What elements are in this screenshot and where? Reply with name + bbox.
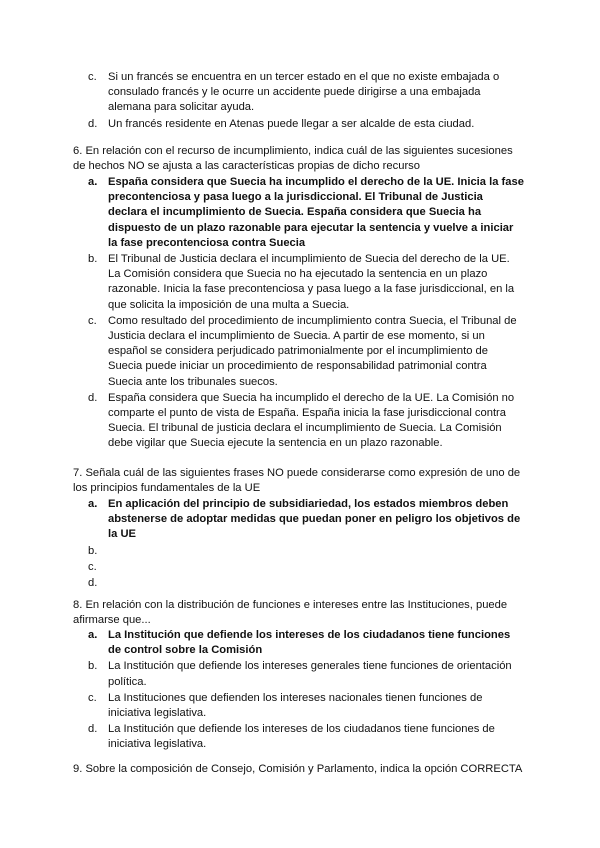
option-letter: d. xyxy=(88,576,98,589)
option-letter: d. xyxy=(88,117,98,130)
q7-option-b xyxy=(0,544,600,559)
q5-options xyxy=(0,70,600,133)
q8-option-a xyxy=(0,628,600,658)
q7-question: 7. Señala cuál de las siguientes frases NO puede considerarse como expresión de uno de los principios fundamentales de la UE xyxy=(73,467,521,495)
option-letter: a. xyxy=(88,629,98,641)
option-text: Si un francés se encuentra en un tercer estado en el que no existe embajada o consulado francés y le ocurre un accidente puede dirigirse a una embajada alemana para solicitar ayuda. xyxy=(108,71,500,114)
option-letter: c. xyxy=(88,71,97,83)
option-text: Un francés residente en Atenas puede llegar a ser alcalde de esta ciudad. xyxy=(108,117,475,130)
option-letter: c. xyxy=(88,314,97,327)
q9-question: 9. Sobre la composición de Consejo, Comisión y Parlamento, indica la opción CORRECTA xyxy=(73,763,523,775)
q5-option-c xyxy=(0,70,600,116)
option-letter: c. xyxy=(88,560,97,573)
q7-option-c xyxy=(0,560,600,575)
q8-option-b xyxy=(0,659,600,689)
option-letter: d. xyxy=(88,723,98,736)
q7-option-a xyxy=(0,497,600,543)
option-text: En aplicación del principio de subsidiariedad, los estados miembros deben abstenerse de adoptar medidas que puedan poner en peligro los objetivos de la UE xyxy=(108,498,521,541)
option-text: España considera que Suecia ha incumplido el derecho de la UE. La Comisión no comparte el punto de vista de España. España inicia la fase jurisdiccional contra Suecia. El tribunal de justicia declara el incumplimiento de Suecia. La Comisión debe vigilar que Suecia ejecute la sentencia en un plazo razonable. xyxy=(108,391,515,450)
option-text: La Institución que defiende los intereses de los ciudadanos tiene funciones de iniciativa legislativa. xyxy=(108,723,495,751)
option-letter: b. xyxy=(88,253,98,266)
q6-option-c xyxy=(0,314,600,390)
option-text: La Institución que defiende los intereses de los ciudadanos tiene funciones de control sobre la Comisión xyxy=(108,629,511,657)
q7-option-d xyxy=(0,576,600,591)
q8-options xyxy=(0,628,600,754)
q6-question: 6. En relación con el recurso de incumplimiento, indica cuál de las siguientes sucesiones de hechos NO se ajusta a las características propias de dicho recurso xyxy=(73,145,513,173)
option-text: El Tribunal de Justicia declara el incumplimiento de Suecia del derecho de la UE. La Comisión considera que Suecia no ha ejecutado la sentencia en un plazo razonable. Inicia la fase precontenciosa y pasa luego a la fase jurisdiccional, en la que solicita la imposición de una multa a Suecia. xyxy=(108,253,515,311)
q6-option-b xyxy=(0,252,600,313)
q8-question: 8. En relación con la distribución de funciones e intereses entre las Instituciones, puede afirmarse que... xyxy=(73,599,508,627)
option-letter: c. xyxy=(88,691,97,704)
q5-option-d xyxy=(0,117,600,132)
q6-option-d xyxy=(0,391,600,452)
option-letter: a. xyxy=(88,498,98,510)
option-text: Como resultado del procedimiento de incumplimiento contra Suecia, el Tribunal de Justicia declara el incumplimiento de Suecia. A partir de ese momento, si un español se considera perjudicado patrimonialmente por el incumplimiento de Suecia puede iniciar un procedimiento de responsabilidad patrimonial contra Suecia ante los tribunales suecos. xyxy=(108,314,517,388)
option-text: España considera que Suecia ha incumplido el derecho de la UE. Inicia la fase precontenciosa y pasa luego a la jurisdiccional. El Tribunal de Justicia declara el incumplimiento de Suecia. España considera que Suecia ha dispuesto de un plazo razonable para ejecutar la sentencia y vuelve a iniciar la fase precontenciosa contra Suecia xyxy=(108,176,524,249)
q6-option-a xyxy=(0,175,600,251)
q8-option-d xyxy=(0,722,600,752)
option-text: La Instituciones que defienden los intereses nacionales tienen funciones de iniciativa legislativa. xyxy=(108,691,483,720)
q6-options xyxy=(0,175,600,453)
q7-options xyxy=(0,497,600,592)
option-letter: a. xyxy=(88,176,98,188)
q8-option-c xyxy=(0,691,600,721)
option-letter: b. xyxy=(88,660,98,673)
option-letter: d. xyxy=(88,391,98,404)
option-letter: b. xyxy=(88,544,98,557)
option-text: La Institución que defiende los intereses generales tiene funciones de orientación política. xyxy=(108,660,512,688)
